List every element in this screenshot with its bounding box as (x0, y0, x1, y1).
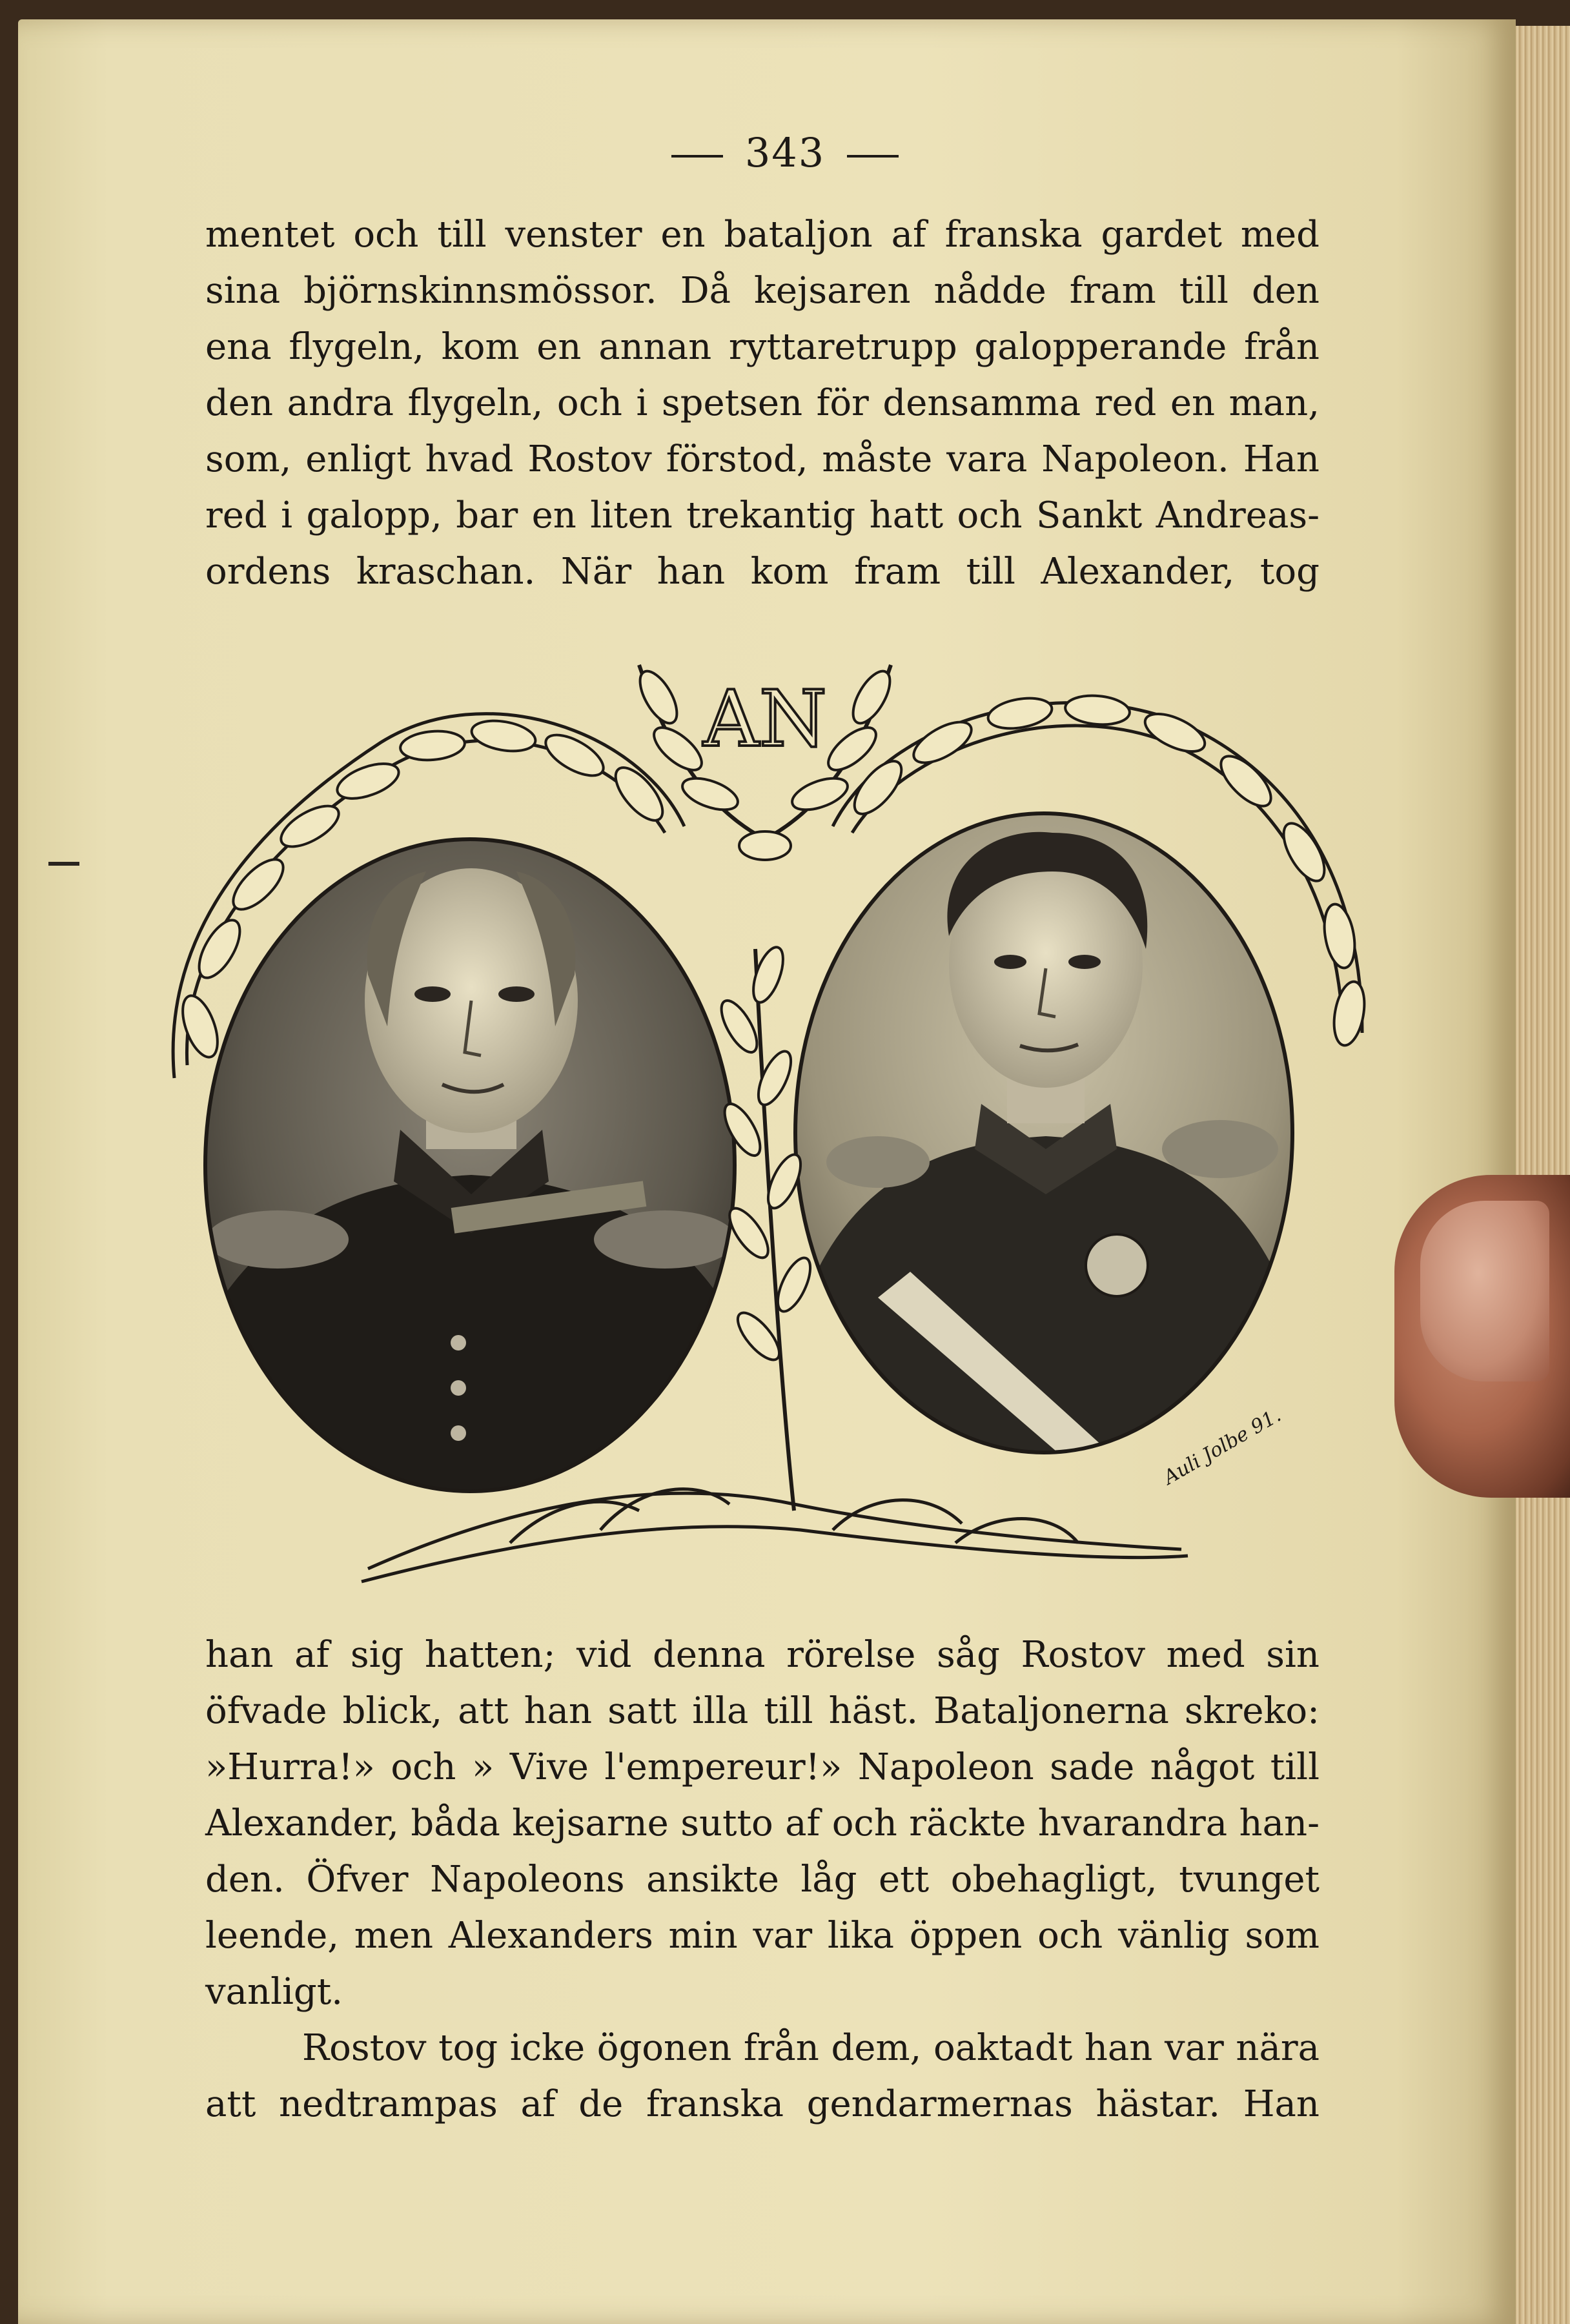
text-line: »Hurra!» och » Vive l'empereur!» Napoleon sade något till (205, 1746, 1320, 1788)
acanthus-scroll (362, 1489, 1188, 1582)
portrait-alexander (200, 833, 742, 1498)
text-line: att nedtrampas af de franska gendarmernas hästar. Han (205, 2083, 1320, 2125)
margin-mark (48, 862, 79, 866)
artist-signature: Auli Jolbe 91. (1159, 1403, 1285, 1489)
text-line: Rostov tog icke ögonen från dem, oaktadt han var nära (302, 2027, 1320, 2069)
text-line: ordens kraschan. När han kom fram till Alexander, tog (205, 551, 1320, 593)
text-line: ena flygeln, kom en annan ryttaretrupp galopperande från (205, 326, 1320, 368)
text-line: leende, men Alexanders min var lika öppen och vänlig som (205, 1915, 1320, 1957)
text-line: den. Öfver Napoleons ansikte låg ett obehagligt, tvunget (205, 1859, 1320, 1901)
text-line: som, enligt hvad Rostov förstod, måste vara Napoleon. Han (205, 438, 1320, 480)
page-number-header (0, 129, 1570, 176)
paragraph-top (205, 207, 1320, 600)
monogram-text: AN (703, 675, 827, 764)
page-number: 343 (744, 129, 826, 176)
dash-right (847, 155, 899, 158)
text-line: öfvade blick, att han satt illa till häst. Bataljonerna skreko: (205, 1690, 1320, 1732)
dash-left (671, 155, 723, 158)
text-line: vanligt. (205, 1971, 343, 2013)
text-line: mentet och till venster en bataljon af franska gardet med (205, 214, 1320, 256)
text-line: sina björnskinnsmössor. Då kejsaren nådde fram till den (205, 270, 1320, 312)
text-line: den andra flygeln, och i spetsen för densamma red en man, (205, 382, 1320, 424)
portrait-napoleon (788, 807, 1304, 1459)
text-line: red i galopp, bar en liten trekantig hatt och Sankt Andreas- (205, 494, 1320, 536)
text-line: han af sig hatten; vid denna rörelse såg Rostov med sin (205, 1634, 1320, 1676)
text-line: Alexander, båda kejsarne sutto af och räckte hvarandra han- (205, 1802, 1320, 1844)
thumbnail-nail (1420, 1201, 1549, 1381)
double-portrait-illustration (148, 613, 1381, 1607)
paragraph-bottom (205, 1627, 1320, 2132)
